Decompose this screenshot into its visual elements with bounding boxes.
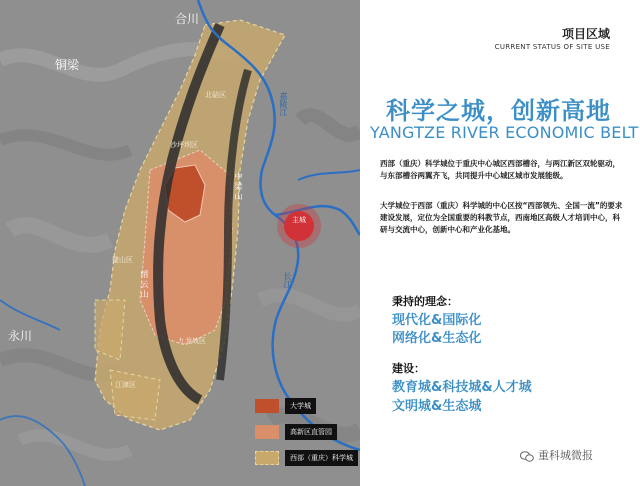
label-jinyun-mountain: 缙云山 [140, 270, 149, 300]
concept-heading: 秉持的理念： [392, 295, 458, 308]
map-legend [255, 395, 355, 473]
district-label: 江津区 [115, 381, 136, 389]
page-subtitle: CURRENT STATUS OF SITE USE [494, 43, 610, 51]
label-yongchuan: 永川 [8, 329, 33, 343]
label-hechuan: 合川 [175, 12, 200, 26]
district-label: 北碚区 [205, 91, 226, 99]
wechat-label: 重科城微报 [538, 449, 593, 462]
legend-label: 高新区直管园 [285, 424, 337, 440]
wechat-icon [520, 451, 534, 462]
legend-item [255, 395, 355, 421]
page-title: 项目区域 [561, 27, 610, 41]
label-zhongliang-mountain: 中梁山 [234, 172, 243, 202]
headline-zh: 科学之城，创新高地 [386, 97, 611, 125]
label-tongliang: 铜梁 [55, 58, 80, 72]
construction-line: 文明城&生态城 [392, 399, 482, 414]
university-town-paragraph: 大学城位于西部（重庆）科学城的中心区按“西部领先、全国一流”的要求建设发展，定位为全国重要的科教节点，西南地区高级人才培训中心，科研与交流中心，创新中心和产业化基地。 [380, 201, 623, 234]
construction-heading: 建设： [392, 362, 425, 375]
intro-paragraph: 西部（重庆）科学城位于重庆中心城区西部槽谷，与两江新区双轮驱动，与东部槽谷两翼齐飞，共同提升中心城区城市发展能级。 [380, 159, 620, 180]
main-city-label: 主城 [292, 216, 306, 224]
wechat-watermark [520, 447, 593, 463]
label-jialing-river: 嘉陵江 [279, 92, 288, 116]
district-label: 璧山区 [112, 256, 133, 264]
district-label: 沙坪坝区 [170, 141, 198, 149]
construction-line: 教育城&科技城&人才城 [392, 380, 532, 395]
legend-item [255, 421, 355, 447]
legend-swatch [255, 399, 279, 413]
legend-item [255, 447, 355, 473]
district-label: 九龙坡区 [178, 337, 206, 345]
legend-label: 西部（重庆）科学城 [285, 450, 358, 466]
legend-swatch [255, 425, 279, 439]
concept-line: 网络化&生态化 [392, 331, 482, 346]
label-yangtze-river: 长江 [283, 272, 292, 288]
legend-swatch [255, 451, 279, 465]
legend-label: 大学城 [285, 398, 316, 414]
headline-en: YANGTZE RIVER ECONOMIC BELT [370, 123, 639, 142]
concept-line: 现代化&国际化 [392, 313, 482, 328]
